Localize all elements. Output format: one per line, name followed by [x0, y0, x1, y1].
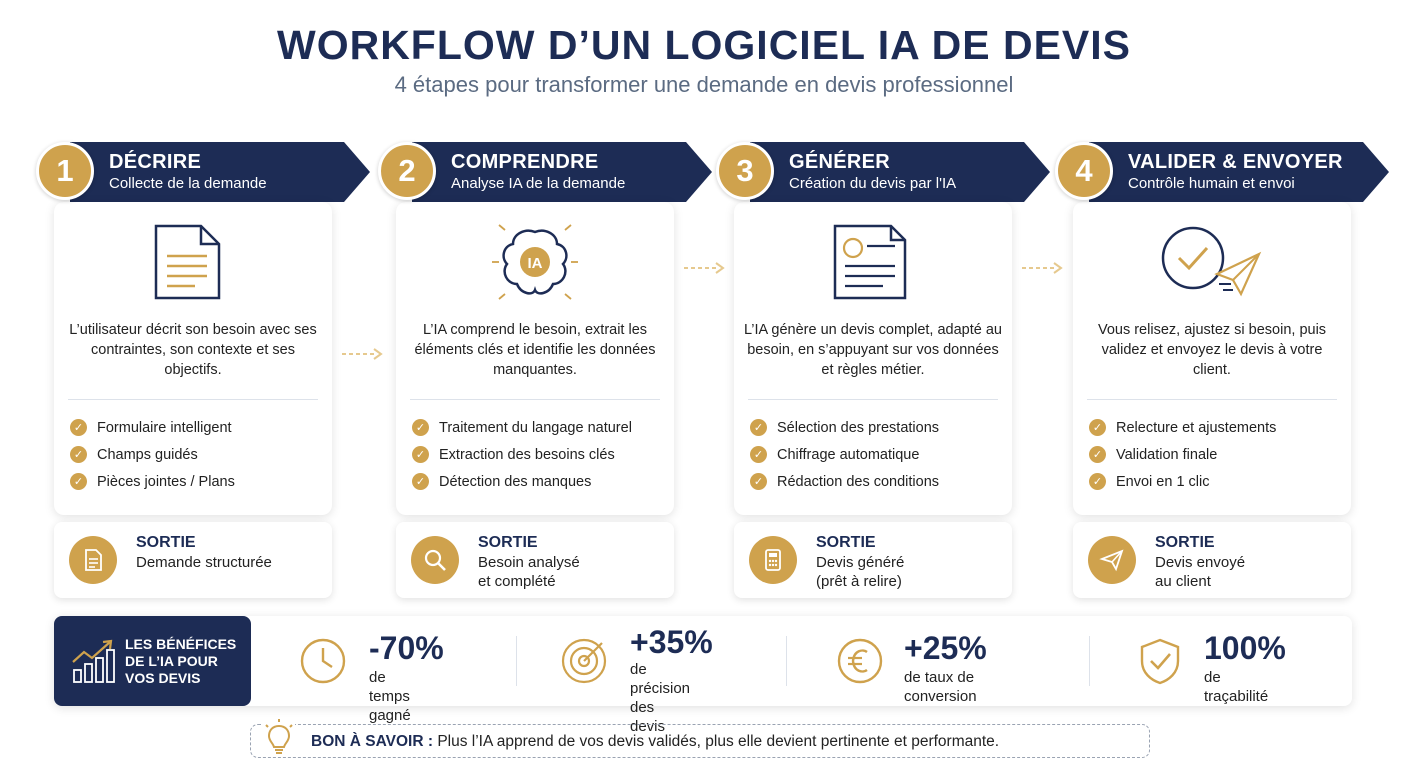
- output-box: [1073, 522, 1351, 598]
- divider: [516, 636, 517, 686]
- step-title: VALIDER & ENVOYER: [1128, 151, 1343, 173]
- output-label: SORTIE: [1155, 534, 1215, 551]
- divider: [748, 399, 998, 400]
- check-icon: ✓: [750, 473, 767, 490]
- feature-list: [1089, 414, 1276, 495]
- list-item: ✓ Sélection des prestations: [750, 414, 939, 441]
- check-icon: ✓: [70, 473, 87, 490]
- metric-label: de précision des devis: [630, 661, 691, 735]
- svg-text:IA: IA: [527, 255, 543, 272]
- output-box: [734, 522, 1012, 598]
- paper-plane-icon: [1088, 536, 1136, 584]
- list-item: ✓ Pièces jointes / Plans: [70, 468, 235, 495]
- step-subtitle: Contrôle humain et envoi: [1128, 175, 1295, 192]
- benefits-title: LES BÉNÉFICES DE L’IA POUR VOS DEVIS: [125, 636, 237, 686]
- list-item: ✓ Chiffrage automatique: [750, 441, 939, 468]
- divider: [1089, 636, 1090, 686]
- search-icon: [411, 536, 459, 584]
- list-item: ✓ Envoi en 1 clic: [1089, 468, 1276, 495]
- check-icon: ✓: [412, 473, 429, 490]
- check-icon: ✓: [1089, 473, 1106, 490]
- euro-icon: [836, 637, 884, 685]
- benefits-bar: [54, 616, 1352, 735]
- step-card: [396, 202, 674, 515]
- list-item: ✓ Extraction des besoins clés: [412, 441, 632, 468]
- output-text: Devis généré (prêt à relire): [816, 554, 905, 590]
- check-icon: ✓: [1089, 419, 1106, 436]
- divider: [68, 399, 318, 400]
- output-label: SORTIE: [478, 534, 538, 551]
- tip-box: [250, 724, 1150, 758]
- metric-label: de traçabilité: [1204, 669, 1269, 705]
- metric-label: de taux de conversion: [904, 669, 977, 705]
- step-1: [36, 140, 366, 600]
- step-number: 2: [378, 142, 436, 200]
- step-number: 3: [716, 142, 774, 200]
- check-icon: ✓: [750, 446, 767, 463]
- list-item: ✓ Relecture et ajustements: [1089, 414, 1276, 441]
- output-label: SORTIE: [816, 534, 876, 551]
- list-item: ✓ Champs guidés: [70, 441, 235, 468]
- check-icon: ✓: [750, 419, 767, 436]
- check-icon: ✓: [412, 419, 429, 436]
- check-icon: ✓: [1089, 446, 1106, 463]
- divider: [786, 636, 787, 686]
- step-description: Vous relisez, ajustez si besoin, puis validez et envoyez le devis à votre client.: [1097, 322, 1327, 378]
- check-icon: ✓: [70, 419, 87, 436]
- target-icon: [560, 637, 608, 685]
- feature-list: [750, 414, 939, 495]
- tip-message: Plus l’IA apprend de vos devis validés, plus elle devient pertinente et performante.: [437, 733, 1000, 750]
- benefits-header: [54, 616, 251, 706]
- step-description: L’utilisateur décrit son besoin avec ses contraintes, son contexte et ses objectifs.: [69, 322, 317, 378]
- output-label: SORTIE: [136, 534, 196, 551]
- step-3: [716, 140, 1046, 600]
- feature-list: [70, 414, 235, 495]
- quote-document-icon: [823, 224, 923, 304]
- metric-label: de temps gagné: [369, 669, 411, 724]
- clock-icon: [299, 637, 347, 685]
- growth-chart-icon: [70, 638, 116, 686]
- step-2: [378, 140, 708, 600]
- step-subtitle: Collecte de la demande: [109, 175, 267, 192]
- step-card: [54, 202, 332, 515]
- list-item: ✓ Traitement du langage naturel: [412, 414, 632, 441]
- metric-value: 100%: [1204, 630, 1286, 666]
- check-icon: ✓: [412, 446, 429, 463]
- page-title: WORKFLOW D’UN LOGICIEL IA DE DEVIS: [277, 22, 1131, 68]
- tip-text: [311, 733, 999, 751]
- step-card: [1073, 202, 1351, 515]
- page-subtitle: 4 étapes pour transformer une demande en devis professionnel: [394, 72, 1014, 97]
- lightbulb-icon: [263, 719, 295, 757]
- list-item: ✓ Rédaction des conditions: [750, 468, 939, 495]
- ai-brain-icon: [485, 224, 585, 304]
- document-icon: [143, 224, 243, 304]
- metric-value: -70%: [369, 630, 444, 666]
- step-description: L’IA comprend le besoin, extrait les éléments clés et identifie les données manquantes.: [414, 322, 656, 378]
- list-item: ✓ Détection des manques: [412, 468, 632, 495]
- list-item: ✓ Validation finale: [1089, 441, 1276, 468]
- step-number: 4: [1055, 142, 1113, 200]
- step-number: 1: [36, 142, 94, 200]
- check-icon: ✓: [70, 446, 87, 463]
- feature-list: [412, 414, 632, 495]
- output-box: [54, 522, 332, 598]
- metric-value: +25%: [904, 630, 987, 666]
- output-text: Besoin analysé et complété: [478, 554, 580, 590]
- step-title: DÉCRIRE: [109, 151, 202, 173]
- shield-check-icon: [1136, 637, 1184, 685]
- calculator-icon: [749, 536, 797, 584]
- list-item: ✓ Formulaire intelligent: [70, 414, 235, 441]
- step-description: L’IA génère un devis complet, adapté au besoin, en s’appuyant sur vos données et règles métier.: [744, 322, 1002, 378]
- tip-label: BON À SAVOIR :: [311, 733, 433, 750]
- step-subtitle: Création du devis par l'IA: [789, 175, 957, 192]
- step-subtitle: Analyse IA de la demande: [451, 175, 626, 192]
- output-box: [396, 522, 674, 598]
- metric-value: +35%: [630, 624, 713, 660]
- step-title: COMPRENDRE: [451, 151, 599, 173]
- divider: [1087, 399, 1337, 400]
- divider: [410, 399, 660, 400]
- step-card: [734, 202, 1012, 515]
- step-title: GÉNÉRER: [789, 151, 891, 173]
- output-text: Demande structurée: [136, 554, 272, 571]
- form-icon: [69, 536, 117, 584]
- output-text: Devis envoyé au client: [1155, 554, 1246, 590]
- step-4: [1055, 140, 1385, 600]
- check-send-icon: [1148, 224, 1278, 304]
